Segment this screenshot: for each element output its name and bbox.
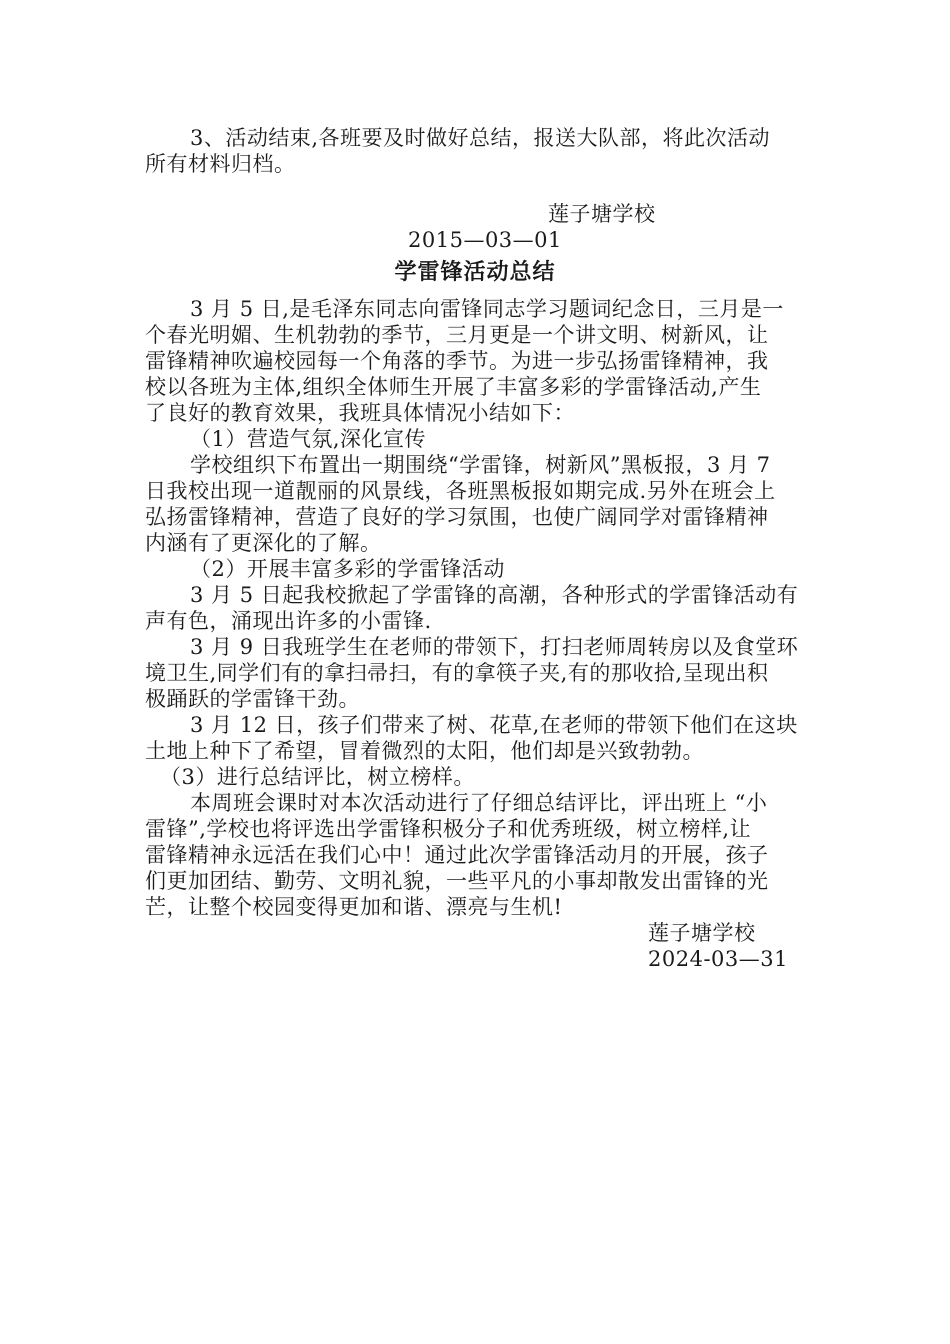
p1-line-3: 雷锋精神吹遍校园每一个角落的季节。为进一步弘扬雷锋精神，我 [145, 349, 769, 373]
p1-line-2: 个春光明媚、生机勃勃的季节，三月更是一个讲文明、树新风，让 [145, 323, 769, 347]
intro-line-2: 所有材料归档。 [145, 152, 296, 176]
p4-line-2: 境卫生,同学们有的拿扫帚扫，有的拿筷子夹,有的那收拾,呈现出积 [145, 661, 769, 685]
p5-line-1: 3 月 12 日，孩子们带来了树、花草,在老师的带领下他们在这块 [190, 713, 798, 737]
p6-line-5: 芒，让整个校园变得更加和谐、漂亮与生机! [145, 895, 563, 919]
p1-line-5: 了良好的教育效果，我班具体情况小结如下： [145, 401, 575, 425]
p6-line-2: 雷锋”,学校也将评选出学雷锋积极分子和优秀班级，树立榜样,让 [145, 817, 752, 841]
signature-school: 莲子塘学校 [648, 921, 756, 945]
p6-line-3: 雷锋精神永远活在我们心中！通过此次学雷锋活动月的开展，孩子 [145, 843, 769, 867]
p5-line-2: 土地上种下了希望，冒着微烈的太阳，他们却是兴致勃勃。 [145, 739, 704, 763]
p2-line-1: 学校组织下布置出一期围绕“学雷锋，树新风”黑板报，3 月 7 [190, 453, 771, 477]
p1-line-1: 3 月 5 日,是毛泽东同志向雷锋同志学习题词纪念日，三月是一 [190, 297, 784, 321]
section-heading-1: （1）营造气氛,深化宣传 [190, 427, 427, 451]
section-heading-3: （3）进行总结评比，树立榜样。 [160, 765, 475, 789]
intro-school: 莲子塘学校 [548, 202, 656, 226]
page-title: 学雷锋活动总结 [394, 260, 556, 285]
p4-line-3: 极踊跃的学雷锋干劲。 [145, 687, 360, 711]
intro-line-1: 3、活动结束,各班要及时做好总结，报送大队部，将此次活动 [190, 126, 771, 150]
p3-line-2: 声有色，涌现出许多的小雷锋. [145, 609, 432, 633]
intro-date: 2015—03—01 [408, 228, 562, 252]
p3-line-1: 3 月 5 日起我校掀起了学雷锋的高潮，各种形式的学雷锋活动有 [190, 583, 799, 607]
p2-line-4: 内涵有了更深化的了解。 [145, 531, 382, 555]
p4-line-1: 3 月 9 日我班学生在老师的带领下，打扫老师周转房以及食堂环 [190, 635, 799, 659]
section-heading-2: （2）开展丰富多彩的学雷锋活动 [190, 557, 505, 581]
p1-line-4: 校以各班为主体,组织全体师生开展了丰富多彩的学雷锋活动,产生 [145, 375, 762, 399]
p2-line-2: 日我校出现一道靓丽的风景线，各班黑板报如期完成.另外在班会上 [145, 479, 776, 503]
signature-date: 2024-03—31 [648, 947, 788, 971]
p6-line-1: 本周班会课时对本次活动进行了仔细总结评比，评出班上 “小 [190, 791, 768, 815]
p2-line-3: 弘扬雷锋精神，营造了良好的学习氛围，也使广阔同学对雷锋精神 [145, 505, 769, 529]
p6-line-4: 们更加团结、勤劳、文明礼貌，一些平凡的小事却散发出雷锋的光 [145, 869, 769, 893]
